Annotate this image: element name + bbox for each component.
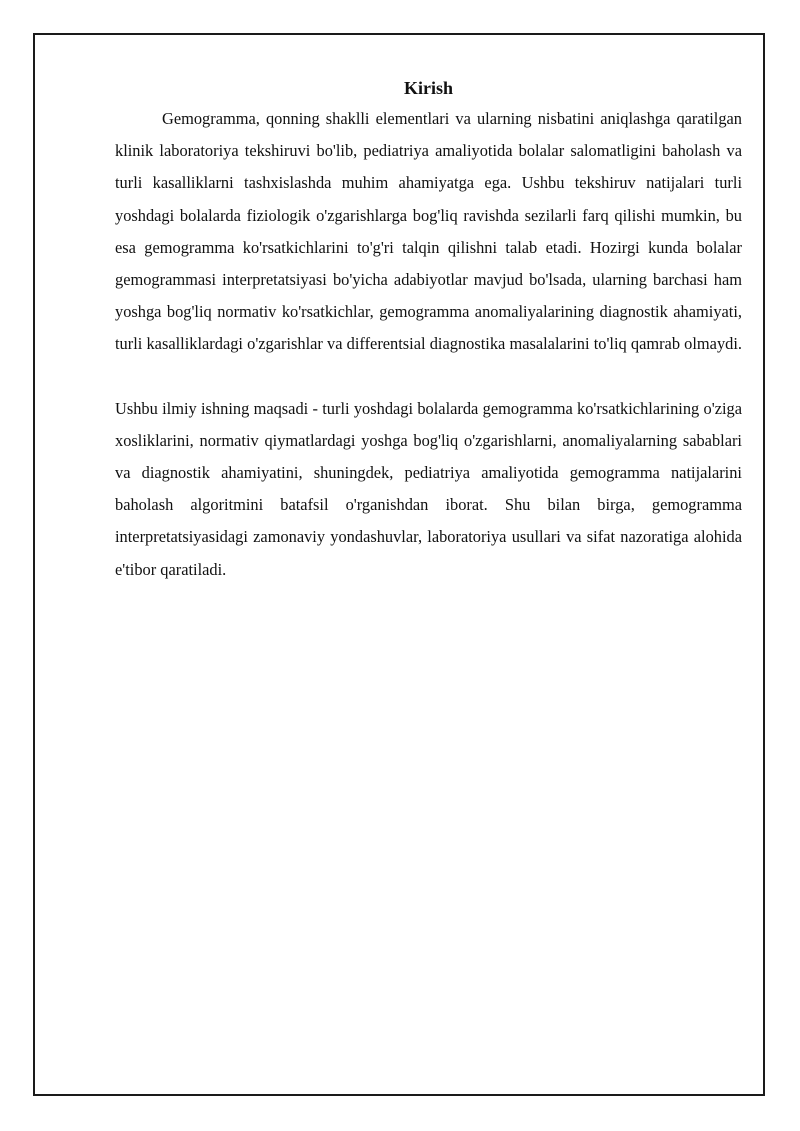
page-title: Kirish <box>403 78 453 98</box>
document-body <box>115 75 742 586</box>
intro-paragraph: Gemogramma, qonning shaklli elementlari va ularning nisbatini aniqlashga qaratilgan klinik laboratoriya tekshiruvi bo'lib, pediatriya amaliyotida bolalar salomatligini baholash va turli kasalliklarni tashxislashda muhim ahamiyatga ega. Ushbu tekshiruv natijalari turli yoshdagi bolalarda fiziologik o'zgarishlarga bog'liq ravishda sezilarli farq qilishi mumkin, bu esa gemogramma ko'rsatkichlarini to'g'ri talqin qilishni talab etadi. Hozirgi kunda bolalar gemogrammasi interpretatsiyasi bo'yicha adabiyotlar mavjud bo'lsada, ularning barchasi ham yoshga bog'liq normativ ko'rsatkichlar, gemogramma anomaliyalarining diagnostik ahamiyati, turli kasalliklardagi o'zgarishlar va differentsial diagnostika masalalarini to'liq qamrab olmaydi. <box>115 109 742 354</box>
aim-paragraph: Ushbu ilmiy ishning maqsadi - turli yoshdagi bolalarda gemogramma ko'rsatkichlarining o'ziga xosliklarini, normativ qiymatlardagi yoshga bog'liq o'zgarishlarni, anomaliyalarning sabablari va diagnostik ahamiyatini, shuningdek, pediatriya amaliyotida gemogramma natijalarini baholash algoritmini batafsil o'rganishdan iborat. Shu bilan birga, gemogramma interpretatsiyasidagi zamonaviy yondashuvlar, laboratoriya usullari va sifat nazoratiga alohida e'tibor qaratiladi. <box>115 398 742 579</box>
